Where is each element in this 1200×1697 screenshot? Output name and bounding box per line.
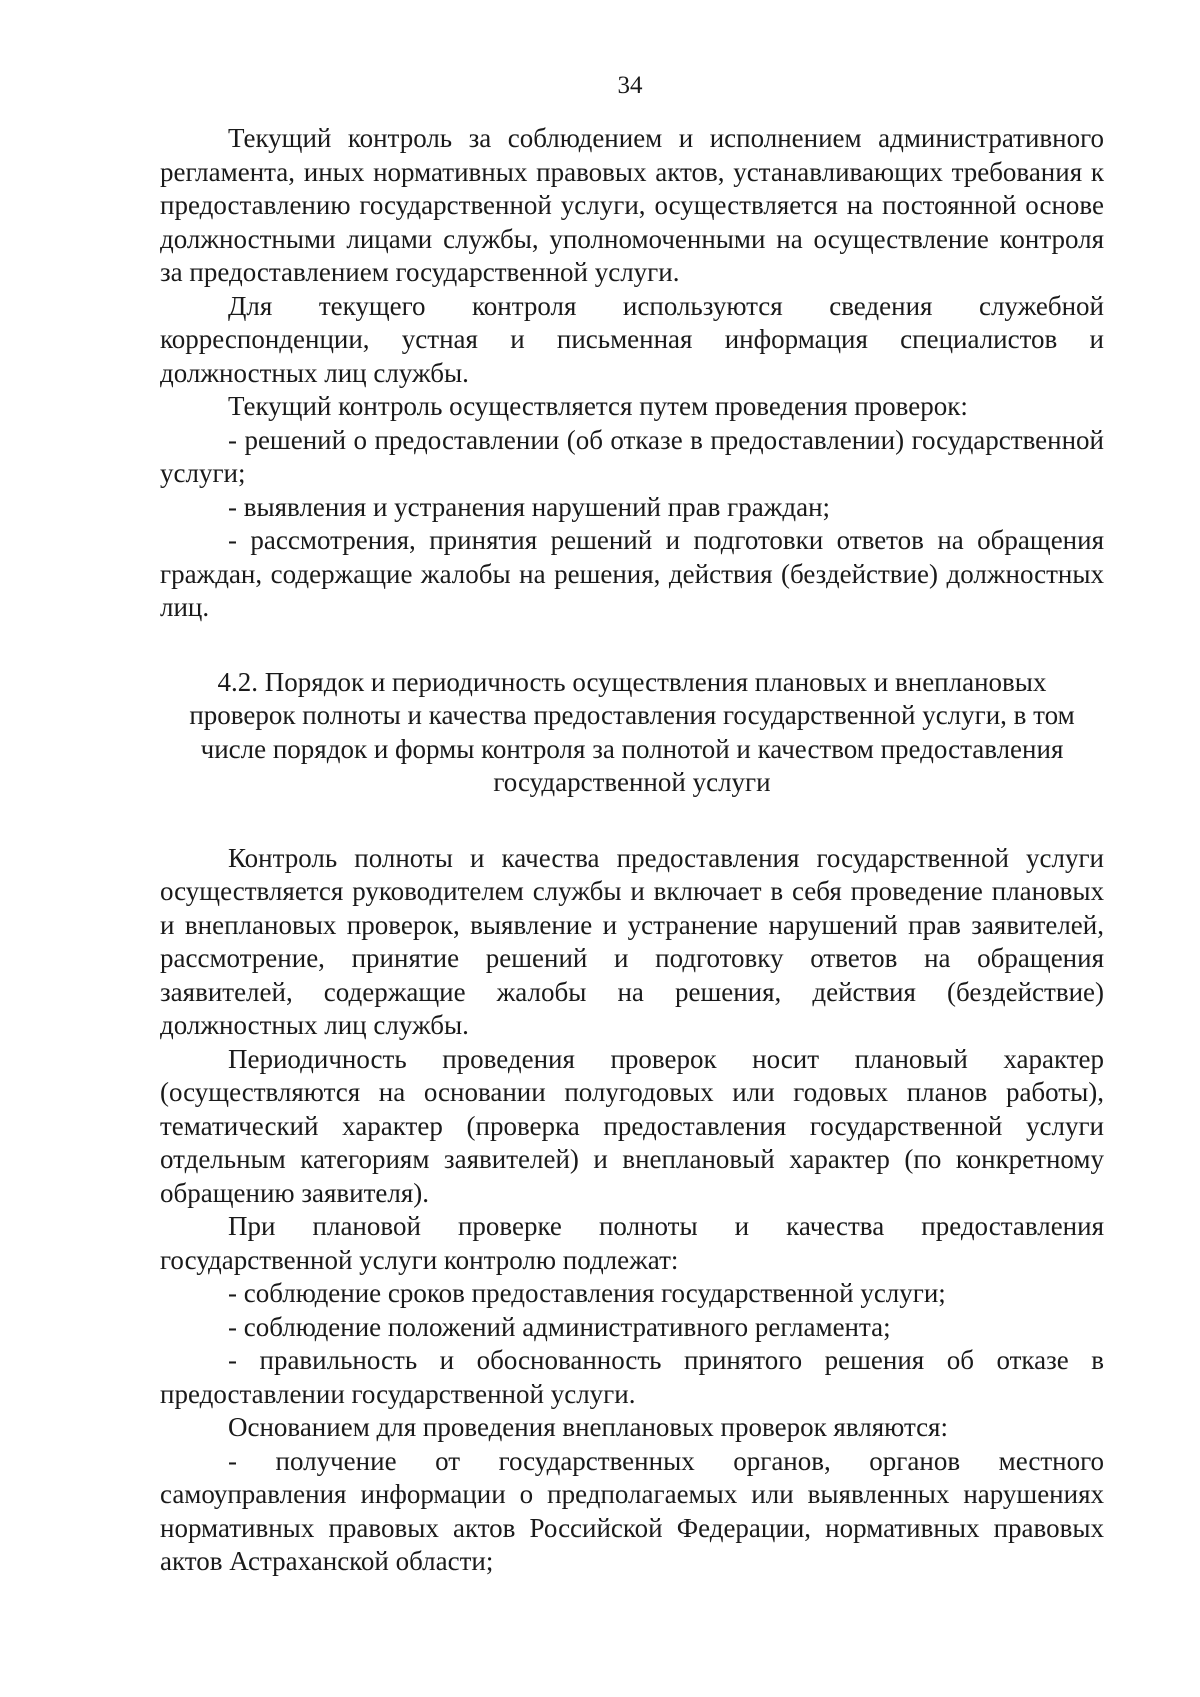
paragraph-quality-control: Контроль полноты и качества предоставления государственной услуги осуществляется руководителем службы и включает в себя проведение плановых и внеплановых проверок, выявление и устранение нарушений прав заявителей, рассмотрение, принятие решений и подготовку ответов на обращения заявителей, содержащие жалобы на решения, действия (бездействие) должностных лиц службы. (160, 842, 1104, 1040)
paragraph-periodicity: Периодичность проведения проверок носит плановый характер (осуществляются на основании полугодовых или годовых планов работы), тематический характер (проверка предоставления государственной услуги отдельным категориям заявителей) и внеплановый характер (по конкретному обращению заявителя). (160, 1043, 1104, 1208)
page-number: 34 (617, 72, 643, 99)
paragraph-current-control: Текущий контроль за соблюдением и исполнением административного регламента, иных нормативных правовых актов, устанавливающих требования к предоставлению государственной услуги, осуществляется на постоянной основе должностными лицами службы, уполномоченными на осуществление контроля за предоставлением государственной услуги. (160, 123, 1104, 287)
document-body (160, 122, 1104, 1579)
list-item-complaints: - рассмотрения, принятия решений и подготовки ответов на обращения граждан, содержащие жалобы на решения, действия (бездействие) должностных лиц. (160, 525, 1104, 622)
list-item-deadlines: - соблюдение сроков предоставления государственной услуги; (228, 1278, 946, 1308)
section-heading: 4.2. Порядок и периодичность осуществления плановых и внеплановых проверок полноты и качества предоставления государственной услуги, в том числе порядок и формы контроля за полнотой и качеством предоставления государственной услуги (189, 666, 1075, 797)
paragraph-control-method: Текущий контроль осуществляется путем проведения проверок: (228, 391, 968, 421)
paragraph-planned-check: При плановой проверке полноты и качества предоставления государственной услуги контролю подлежат: (160, 1211, 1104, 1275)
paragraph-unplanned-grounds: Основанием для проведения внеплановых проверок являются: (228, 1412, 948, 1442)
list-item-info-received: - получение от государственных органов, органов местного самоуправления информации о предполагаемых или выявленных нарушениях нормативных правовых актов Российской Федерации, нормативных правовых актов Астраханской области; (160, 1445, 1104, 1576)
list-item-regulation: - соблюдение положений административного регламента; (228, 1311, 891, 1342)
list-item-violations: - выявления и устранения нарушений прав граждан; (228, 491, 831, 522)
paragraph-control-sources: Для текущего контроля используются сведения служебной корреспонденции, устная и письменная информация специалистов и должностных лиц службы. (160, 290, 1104, 388)
list-item-decisions: - решений о предоставлении (об отказе в предоставлении) государственной услуги; (160, 424, 1104, 488)
list-item-refusal: - правильность и обоснованность принятого решения об отказе в предоставлении государственной услуги. (160, 1345, 1104, 1409)
